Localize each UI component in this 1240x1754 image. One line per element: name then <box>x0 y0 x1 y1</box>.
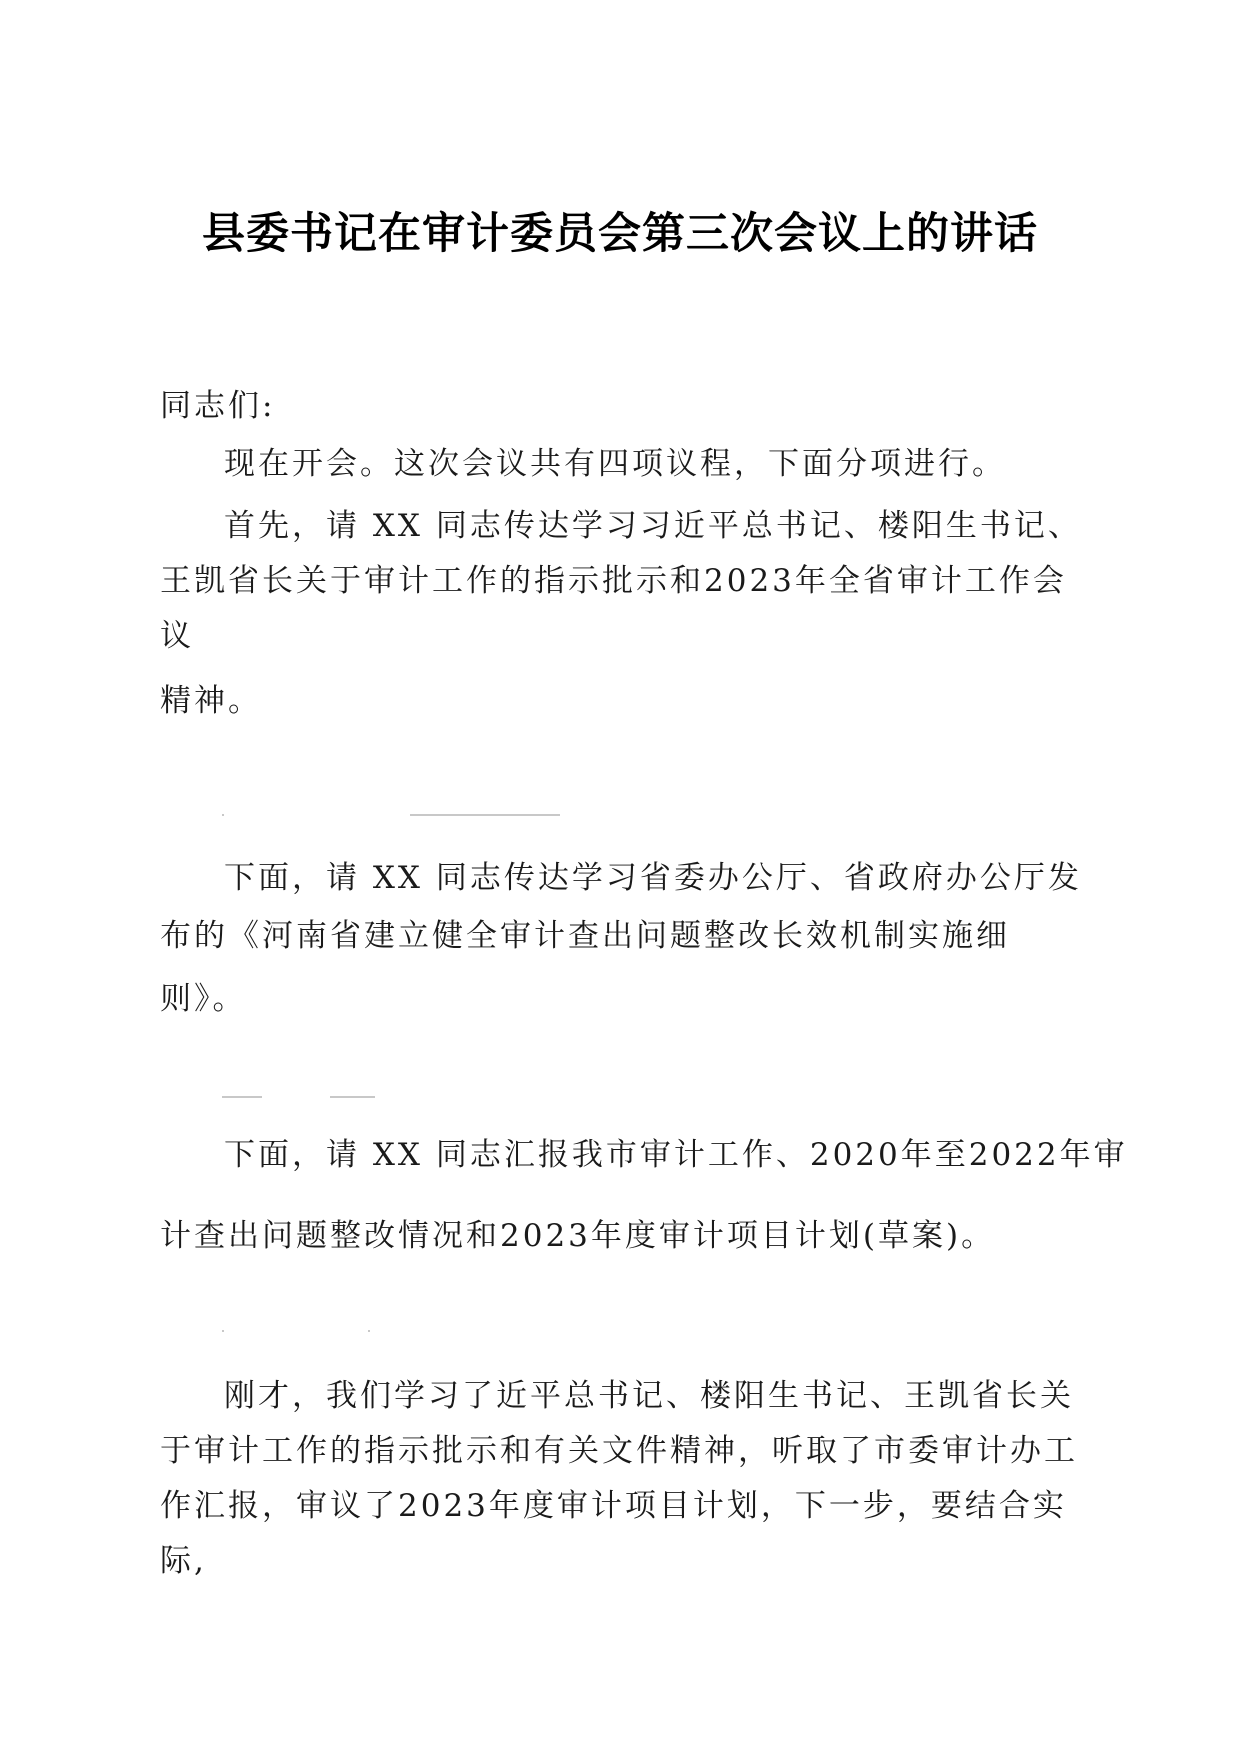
document-title: 县委书记在审计委员会第三次会议上的讲话 <box>202 209 1038 259</box>
scan-artifact <box>222 1330 224 1332</box>
paragraph-5-line-3: 作汇报，审议了2023年度审计项目计划，下一步，要结合实 <box>160 1488 1067 1524</box>
paragraph-2-line-2: 王凯省长关于审计工作的指示批示和2023年全省审计工作会 <box>160 563 1067 599</box>
scan-artifact <box>410 814 560 816</box>
paragraph-1-line-1: 现在开会。这次会议共有四项议程，下面分项进行。 <box>224 446 1006 482</box>
paragraph-3-line-3: 则》。 <box>160 981 247 1017</box>
paragraph-5-line-4: 际, <box>160 1543 207 1579</box>
paragraph-4-line-1: 下面，请 XX 同志汇报我市审计工作、2020年至2022年审 <box>224 1137 1128 1173</box>
paragraph-2-line-3: 议 <box>160 618 194 654</box>
paragraph-2-line-4: 精神。 <box>160 683 262 719</box>
salutation: 同志们: <box>160 388 276 424</box>
paragraph-4-line-2: 计查出问题整改情况和2023年度审计项目计划(草案)。 <box>160 1218 996 1254</box>
scan-artifact <box>368 1330 370 1332</box>
paragraph-3-line-1: 下面，请 XX 同志传达学习省委办公厅、省政府办公厅发 <box>224 860 1082 896</box>
paragraph-5-line-1: 刚才，我们学习了近平总书记、楼阳生书记、王凯省长关 <box>224 1378 1074 1414</box>
scan-artifact <box>222 1096 262 1098</box>
paragraph-2-line-1: 首先，请 XX 同志传达学习习近平总书记、楼阳生书记、 <box>224 508 1082 544</box>
scan-artifact <box>222 814 224 816</box>
scan-artifact <box>330 1096 375 1098</box>
paragraph-3-line-2: 布的《河南省建立健全审计查出问题整改长效机制实施细 <box>160 918 1010 954</box>
paragraph-5-line-2: 于审计工作的指示批示和有关文件精神，听取了市委审计办工 <box>160 1433 1078 1469</box>
